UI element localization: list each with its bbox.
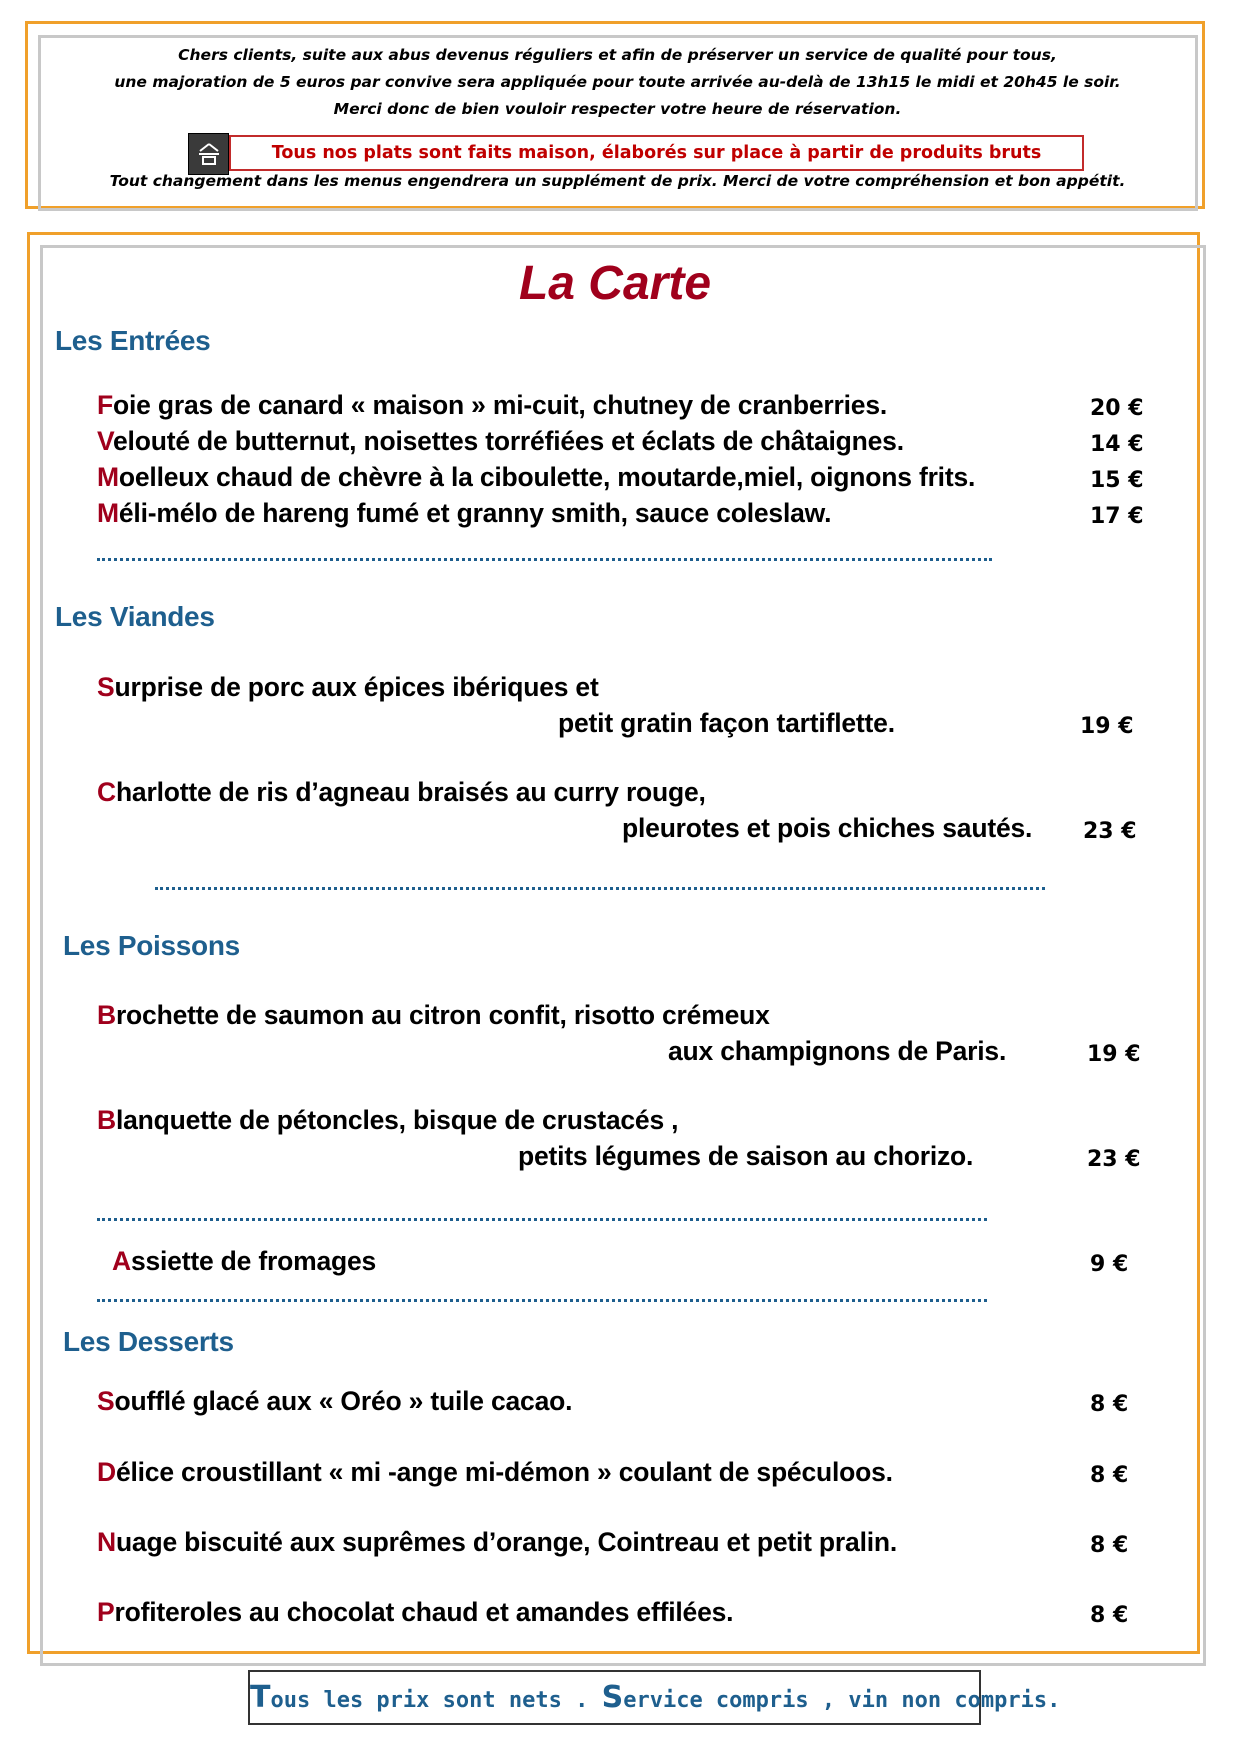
dish-initial: V: [97, 426, 114, 456]
dish-text-line2: petit gratin façon tartiflette.: [558, 708, 895, 738]
dish-item: [97, 462, 975, 493]
dish-text: élice croustillant « mi -ange mi-démon » coulant de spéculoos.: [115, 1457, 893, 1487]
dotted-divider: [97, 558, 992, 561]
dish-text: oelleux chaud de chèvre à la ciboulette, moutarde,miel, oignons frits.: [118, 462, 976, 492]
dish-item: [97, 1527, 897, 1558]
dish-text: urprise de porc aux épices ibériques et: [114, 672, 599, 702]
section-heading-viandes: Les Viandes: [55, 601, 215, 632]
dish-text: uage biscuité aux suprêmes d’orange, Cointreau et petit pralin.: [115, 1527, 898, 1557]
dish-price: 19 €: [1080, 714, 1134, 739]
footer-text-1: ous les prix sont nets .: [270, 1688, 602, 1713]
change-note: Tout changement dans les menus engendrera un supplément de prix. Merci de votre compréhension et bon appétit.: [109, 172, 1126, 190]
dish-text: elouté de butternut, noisettes torréfiées et éclats de châtaignes.: [113, 426, 904, 456]
dish-price: 8 €: [1090, 1533, 1129, 1558]
dish-price: 8 €: [1090, 1463, 1129, 1488]
dish-item: [97, 1000, 770, 1031]
section-heading-poissons: Les Poissons: [63, 930, 240, 961]
dish-initial: M: [97, 498, 119, 528]
dish-text: ssiette de fromages: [130, 1246, 377, 1276]
dish-text: lanquette de pétoncles, bisque de crustacés ,: [115, 1105, 679, 1135]
dish-item: [97, 1105, 678, 1136]
dish-item: [97, 1386, 572, 1417]
dish-item: [97, 390, 887, 421]
notice-line-3: Merci donc de bien vouloir respecter votre heure de réservation.: [333, 100, 902, 118]
notice-line-1: Chers clients, suite aux abus devenus réguliers et afin de préserver un service de qualité pour tous,: [178, 46, 1057, 64]
dotted-divider: [97, 1299, 987, 1302]
footer-initial-2: S: [601, 1680, 624, 1715]
dish-text: harlotte de ris d’agneau braisés au curry rouge,: [115, 777, 706, 807]
dish-price: 15 €: [1090, 468, 1144, 493]
dish-text: rochette de saumon au citron confit, risotto crémeux: [115, 1000, 770, 1030]
dish-initial: F: [97, 390, 113, 420]
dish-text: éli-mélo de hareng fumé et granny smith, sauce coleslaw.: [118, 498, 832, 528]
notice-text: [40, 42, 1195, 123]
dish-price: 19 €: [1087, 1042, 1141, 1067]
dish-price: 8 €: [1090, 1603, 1129, 1628]
dish-item: [97, 426, 904, 457]
section-heading-desserts: Les Desserts: [63, 1326, 234, 1357]
dotted-divider: [97, 1218, 987, 1221]
dish-price: 23 €: [1087, 1147, 1141, 1172]
dish-price: 23 €: [1083, 819, 1137, 844]
dish-item: [97, 1597, 733, 1628]
dish-initial: S: [97, 672, 115, 702]
dish-item: [97, 1457, 893, 1488]
dish-text-line2: petits légumes de saison au chorizo.: [518, 1141, 974, 1171]
dish-text-line2: aux champignons de Paris.: [668, 1036, 1007, 1066]
dish-initial: M: [97, 462, 119, 492]
dish-item: [97, 672, 599, 703]
footer-text-2: ervice compris , vin non compris.: [623, 1688, 1061, 1713]
dish-text: oufflé glacé aux « Oréo » tuile cacao.: [114, 1386, 573, 1416]
dish-initial: C: [97, 777, 116, 807]
page-title: La Carte: [518, 257, 712, 310]
notice-line-2: une majoration de 5 euros par convive sera appliquée pour toute arrivée au-delà de 13h15 le midi et 20h45 le soir.: [114, 73, 1121, 91]
dish-item: [97, 498, 831, 529]
dish-item-fromages: [112, 1246, 376, 1277]
section-heading-entrees: Les Entrées: [55, 325, 211, 356]
dish-price: 20 €: [1090, 396, 1144, 421]
dish-initial: N: [97, 1527, 116, 1557]
dish-initial: B: [97, 1000, 116, 1030]
footer-initial-1: T: [250, 1680, 271, 1715]
house-icon: [188, 133, 229, 175]
footer-note: [248, 1670, 1061, 1725]
dish-price: 14 €: [1090, 432, 1144, 457]
dish-text: rofiteroles au chocolat chaud et amandes effilées.: [114, 1597, 734, 1627]
dish-price: 17 €: [1090, 504, 1144, 529]
homemade-notice: Tous nos plats sont faits maison, élaborés sur place à partir de produits bruts: [229, 135, 1084, 171]
dish-price: 9 €: [1090, 1252, 1129, 1277]
dish-initial: P: [97, 1597, 115, 1627]
dish-item: [97, 777, 706, 808]
dish-initial: A: [112, 1246, 131, 1276]
dish-initial: S: [97, 1386, 115, 1416]
dish-initial: B: [97, 1105, 116, 1135]
dish-text-line2: pleurotes et pois chiches sautés.: [622, 813, 1033, 843]
dish-price: 8 €: [1090, 1392, 1129, 1417]
dotted-divider: [155, 887, 1045, 890]
dish-text: oie gras de canard « maison » mi-cuit, chutney de cranberries.: [113, 390, 888, 420]
dish-initial: D: [97, 1457, 116, 1487]
